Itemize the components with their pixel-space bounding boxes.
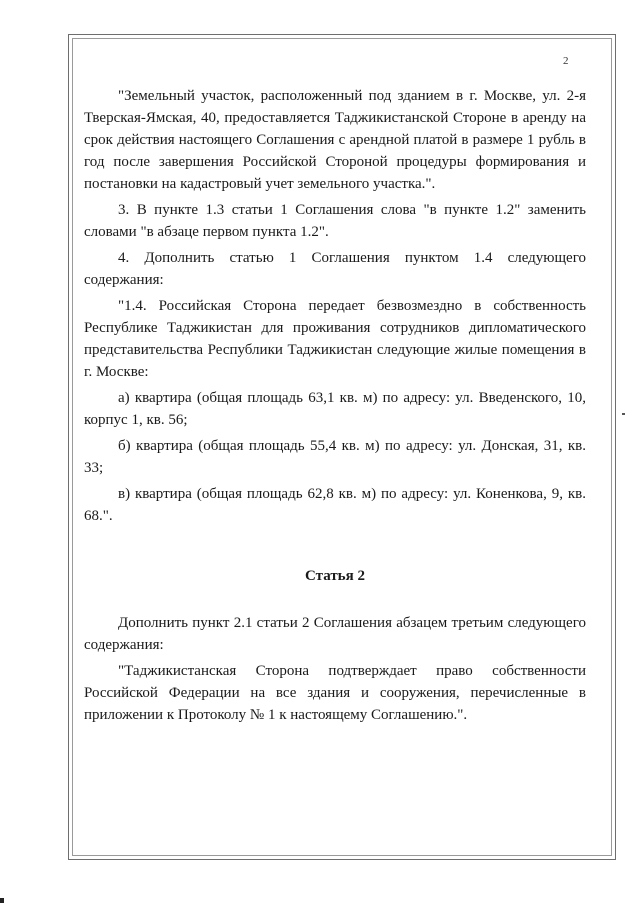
paragraph-clause-1-4: "1.4. Российская Сторона передает безвозмездно в собственность Республике Таджикистан для проживания сотрудников дипломатического представительства Республики Таджикистан следующие жилые помещения в г. Москве: [84,298,586,380]
scan-dot-mark [622,413,625,415]
scan-corner-mark [0,898,4,903]
paragraph-land-plot: "Земельный участок, расположенный под зданием в г. Москве, ул. 2-я Тверская-Ямская, 40, предоставляется Таджикистанской Стороне в аренду на срок действия настоящего Соглашения с арендной платой в размере 1 рубль в год после завершения Российской Стороной процедуры формирования и постановки на кадастровый учет земельного участка.". [84,88,586,192]
document-body [84,85,586,730]
paragraph-article2-quote: "Таджикистанская Сторона подтверждает право собственности Российской Федерации на все здания и сооружения, перечисленные в приложении к Протоколу № 1 к настоящему Соглашению.". [84,663,586,723]
paragraph-apartment-c: в) квартира (общая площадь 62,8 кв. м) по адресу: ул. Коненкова, 9, кв. 68.". [84,486,586,524]
page-number: 2 [563,55,569,67]
paragraph-apartment-b: б) квартира (общая площадь 55,4 кв. м) по адресу: ул. Донская, 31, кв. 33; [84,438,586,476]
paragraph-apartment-a: а) квартира (общая площадь 63,1 кв. м) по адресу: ул. Введенского, 10, корпус 1, кв. 56; [84,390,586,428]
paragraph-item-4: 4. Дополнить статью 1 Соглашения пунктом 1.4 следующего содержания: [84,250,586,288]
paragraph-article2-intro: Дополнить пункт 2.1 статьи 2 Соглашения абзацем третьим следующего содержания: [84,615,586,653]
article-2-heading: Статья 2 [305,568,365,584]
paragraph-item-3: 3. В пункте 1.3 статьи 1 Соглашения слова "в пункте 1.2" заменить словами "в абзаце первом пункта 1.2". [84,202,586,240]
